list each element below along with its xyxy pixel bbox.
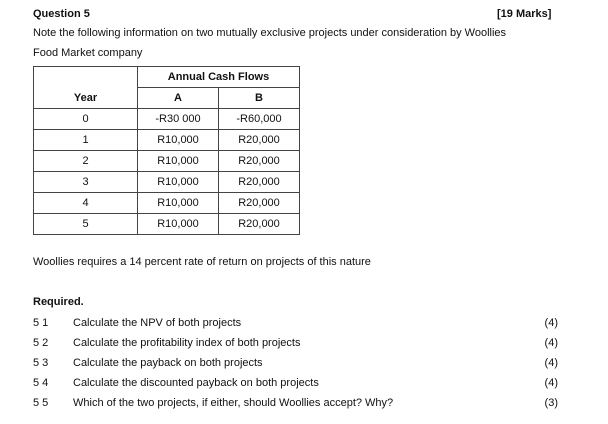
table-row xyxy=(34,214,300,235)
item-text: Calculate the discounted payback on both projects xyxy=(73,377,319,389)
project-a-cell: R10,000 xyxy=(138,130,219,151)
project-b-cell: -R60,000 xyxy=(219,109,300,130)
project-b-cell: R20,000 xyxy=(219,151,300,172)
item-number: 5 2 xyxy=(33,337,49,349)
intro-line-2: Food Market company xyxy=(33,47,143,59)
item-marks: (4) xyxy=(544,317,558,329)
project-a-header: A xyxy=(138,88,219,109)
intro-line-1: Note the following information on two mutually exclusive projects under consideration by Woollies xyxy=(33,27,507,39)
item-text: Which of the two projects, if either, should Woollies accept? Why? xyxy=(73,397,394,409)
project-a-cell: -R30 000 xyxy=(138,109,219,130)
item-text: Calculate the payback on both projects xyxy=(73,357,263,369)
item-number: 5 1 xyxy=(33,317,49,329)
required-heading: Required. xyxy=(33,296,84,308)
project-b-cell: R20,000 xyxy=(219,172,300,193)
project-a-cell: R10,000 xyxy=(138,214,219,235)
item-text: Calculate the NPV of both projects xyxy=(73,317,242,329)
project-b-cell: R20,000 xyxy=(219,130,300,151)
item-marks: (4) xyxy=(544,337,558,349)
table-row xyxy=(34,130,300,151)
table-header-row xyxy=(34,67,300,88)
project-b-cell: R20,000 xyxy=(219,193,300,214)
item-marks: (3) xyxy=(544,397,558,409)
year-cell: 1 xyxy=(34,130,138,151)
item-marks: (4) xyxy=(544,357,558,369)
year-cell: 5 xyxy=(34,214,138,235)
table-row xyxy=(34,172,300,193)
year-column-header: Year xyxy=(34,88,138,109)
table-row xyxy=(34,151,300,172)
year-cell: 3 xyxy=(34,172,138,193)
project-b-header: B xyxy=(219,88,300,109)
total-marks: [19 Marks] xyxy=(497,8,552,20)
year-cell: 4 xyxy=(34,193,138,214)
year-cell: 0 xyxy=(34,109,138,130)
year-header-spacer xyxy=(34,67,138,88)
item-text: Calculate the profitability index of both projects xyxy=(73,337,301,349)
table-row xyxy=(34,109,300,130)
year-cell: 2 xyxy=(34,151,138,172)
item-number: 5 3 xyxy=(33,357,49,369)
project-a-cell: R10,000 xyxy=(138,172,219,193)
item-number: 5 4 xyxy=(33,377,49,389)
project-a-cell: R10,000 xyxy=(138,193,219,214)
annual-cash-flows-header: Annual Cash Flows xyxy=(138,67,300,88)
cash-flow-table xyxy=(33,66,300,235)
table-row xyxy=(34,193,300,214)
question-title: Question 5 xyxy=(33,8,90,20)
required-return-note: Woollies requires a 14 percent rate of return on projects of this nature xyxy=(33,256,371,268)
item-marks: (4) xyxy=(544,377,558,389)
project-a-cell: R10,000 xyxy=(138,151,219,172)
table-subheader-row xyxy=(34,88,300,109)
item-number: 5 5 xyxy=(33,397,49,409)
project-b-cell: R20,000 xyxy=(219,214,300,235)
